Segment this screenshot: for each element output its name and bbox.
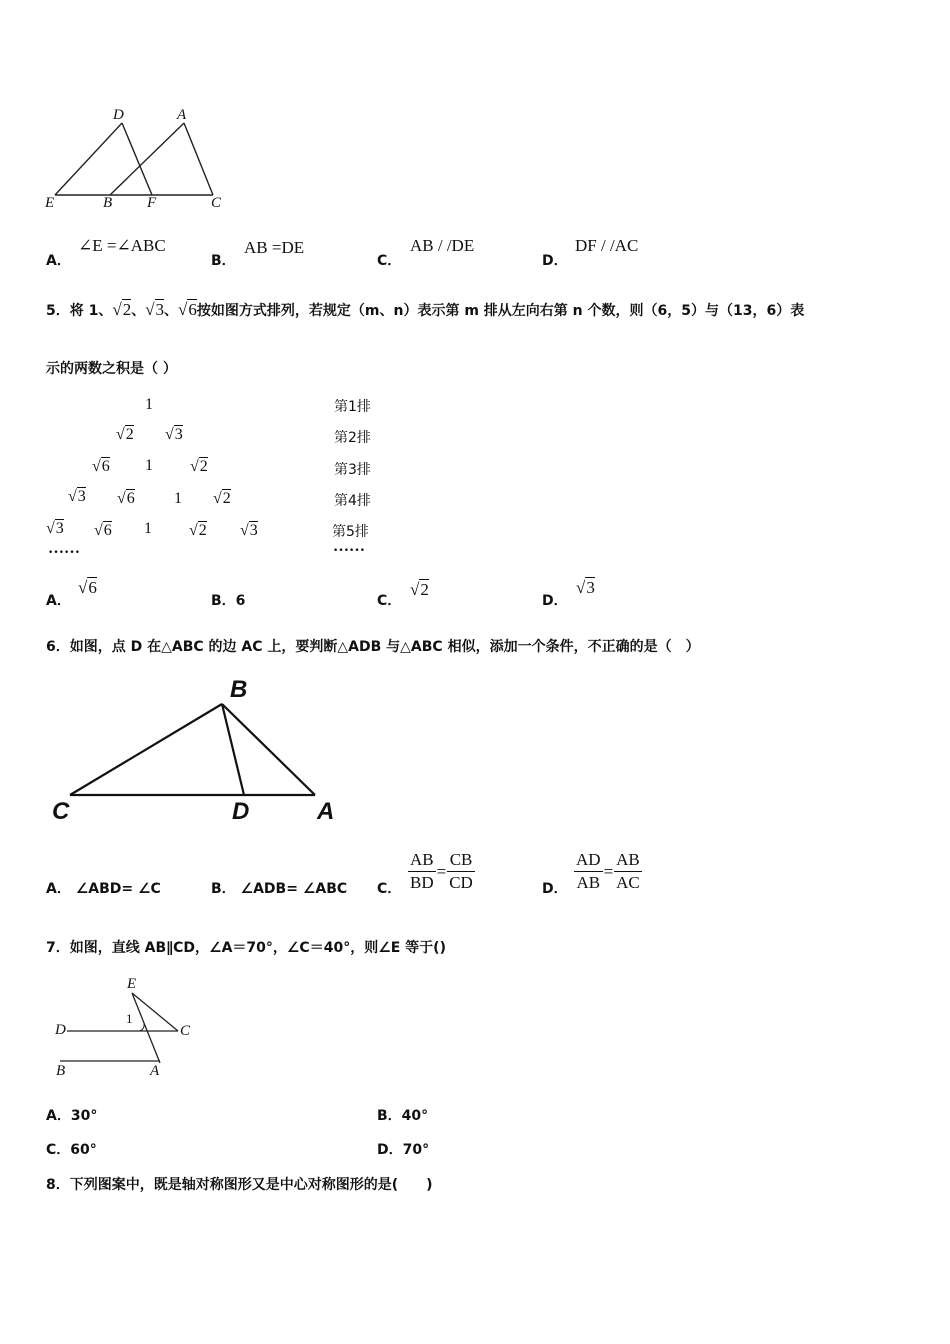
q5-grid-r3-c3: √2: [190, 458, 208, 475]
q7-option-c[interactable]: C．60°: [46, 1142, 97, 1158]
q7-option-a-text: 30°: [70, 1108, 98, 1124]
q6-label-c: C: [52, 798, 70, 825]
q5-grid-r5-c2: √6: [94, 522, 112, 539]
q7-label-b: B: [56, 1063, 66, 1079]
q5-sqrt2: √2: [112, 300, 132, 319]
q5-grid-r4-c2: √6: [117, 490, 135, 507]
q4-label-e: E: [45, 195, 55, 211]
q4-option-b-letter[interactable]: B．: [211, 253, 236, 269]
q6-option-d-letter[interactable]: D．: [542, 881, 568, 897]
q4-figure: [40, 105, 240, 215]
q7-option-d-text: 70°: [402, 1142, 430, 1158]
q6-option-c-letter[interactable]: C．: [377, 881, 402, 897]
q5-sep2: 、: [164, 303, 179, 319]
q4-label-d: D: [113, 107, 124, 123]
q5-grid-r1-c1: 1: [145, 396, 153, 413]
q6-label-d: D: [232, 798, 250, 825]
q5-row-label-1: 第1排: [334, 399, 371, 415]
q4-option-c-text: AB / /DE: [410, 236, 475, 255]
q4-option-a-text: ∠E =∠ABC: [78, 236, 166, 255]
q4-label-c: C: [211, 195, 222, 211]
q5-grid-r5-c5: √3: [240, 522, 258, 539]
q5-row-ellipsis: ……: [333, 538, 365, 555]
q5-grid-r3-c1: √6: [92, 458, 110, 475]
q7-option-a[interactable]: A．30°: [46, 1108, 98, 1124]
q7-label-d: D: [55, 1022, 66, 1038]
q7-option-b-text: 40°: [401, 1108, 429, 1124]
q5-sep1: 、: [131, 303, 146, 319]
q5-prefix: 5．将 1、: [46, 303, 113, 319]
q7-stem: 7．如图，直线 AB∥CD，∠A＝70°，∠C＝40°，则∠E 等于(): [46, 940, 446, 956]
q8-stem: 8．下列图案中，既是轴对称图形又是中心对称图形的是( ): [46, 1177, 433, 1193]
q5-row-label-2: 第2排: [334, 430, 371, 446]
q5-row-label-4: 第4排: [334, 493, 371, 509]
q6-option-a-text: ∠ABD= ∠C: [75, 881, 161, 897]
q7-label-e: E: [127, 976, 137, 992]
q6-option-a[interactable]: A． ∠ABD= ∠C: [46, 881, 161, 897]
q6-option-b[interactable]: B． ∠ADB= ∠ABC: [211, 881, 348, 897]
q5-option-d-value: √3: [576, 578, 595, 597]
q5-row-label-3: 第3排: [334, 462, 371, 478]
q6-figure: [50, 680, 350, 820]
q5-grid-ellipsis: ……: [48, 540, 80, 557]
q5-grid-r5-c4: √2: [189, 522, 207, 539]
q4-option-d-text: DF / /AC: [575, 236, 639, 255]
q5-option-c-value: √2: [410, 580, 429, 599]
q5-grid-r3-c2: 1: [145, 457, 153, 474]
q7-label-a: A: [150, 1063, 160, 1079]
q4-option-c-letter[interactable]: C．: [377, 253, 402, 269]
q5-row-label-5: 第5排: [332, 524, 369, 540]
q7-label-c: C: [180, 1023, 191, 1039]
q5-option-c-letter[interactable]: C．: [377, 593, 402, 609]
q4-option-b-text: AB =DE: [244, 238, 305, 257]
q5-grid-r5-c1: √3: [46, 520, 64, 537]
q5-option-a-letter[interactable]: A．: [46, 593, 71, 609]
q5-grid-r4-c1: √3: [68, 488, 86, 505]
q5-sqrt6: √6: [178, 300, 197, 319]
q6-label-b: B: [230, 676, 248, 703]
q4-label-a: A: [177, 107, 187, 123]
q4-option-a-letter[interactable]: A．: [46, 253, 71, 269]
q5-grid-r2-c1: √2: [116, 426, 134, 443]
q7-option-d[interactable]: D．70°: [377, 1142, 430, 1158]
q5-stem-line1: [46, 300, 804, 320]
q6-option-c-fraction: $\frac{AB}{BD}$ = $\frac{CB}{CD}$: [410, 850, 473, 892]
q7-option-b[interactable]: B．40°: [377, 1108, 429, 1124]
q7-option-c-text: 60°: [70, 1142, 97, 1158]
q6-option-b-text: ∠ADB= ∠ABC: [240, 881, 348, 897]
q5-option-b-value: 6: [235, 593, 246, 609]
q5-grid-r4-c3: 1: [174, 490, 182, 507]
q5-grid-r2-c2: √3: [165, 426, 183, 443]
q6-stem: 6．如图，点 D 在△ABC 的边 AC 上，要判断△ADB 与△ABC 相似，添加一个条件，不正确的是（ ）: [46, 639, 700, 655]
q5-sqrt3: √3: [145, 300, 165, 319]
q5-grid-r5-c3: 1: [144, 520, 152, 537]
q5-line1-rest: 按如图方式排列，若规定（m、n）表示第 m 排从左向右第 n 个数，则（6，5）与（13，6）表: [196, 303, 805, 319]
q5-stem-line2: 示的两数之积是（ ）: [46, 361, 177, 377]
q7-label-1: 1: [126, 1011, 133, 1026]
q5-option-a-value: √6: [78, 578, 97, 597]
q5-option-d-letter[interactable]: D．: [542, 593, 568, 609]
q4-label-f: F: [147, 195, 157, 211]
q4-option-d-letter[interactable]: D．: [542, 253, 568, 269]
q6-option-d-fraction: $\frac{AD}{AB}$ = $\frac{AB}{AC}$: [576, 850, 640, 892]
q4-label-b: B: [103, 195, 113, 211]
q6-label-a: A: [317, 798, 335, 825]
q5-grid-r4-c4: √2: [213, 490, 231, 507]
q5-option-b-letter[interactable]: B．6: [211, 593, 246, 609]
